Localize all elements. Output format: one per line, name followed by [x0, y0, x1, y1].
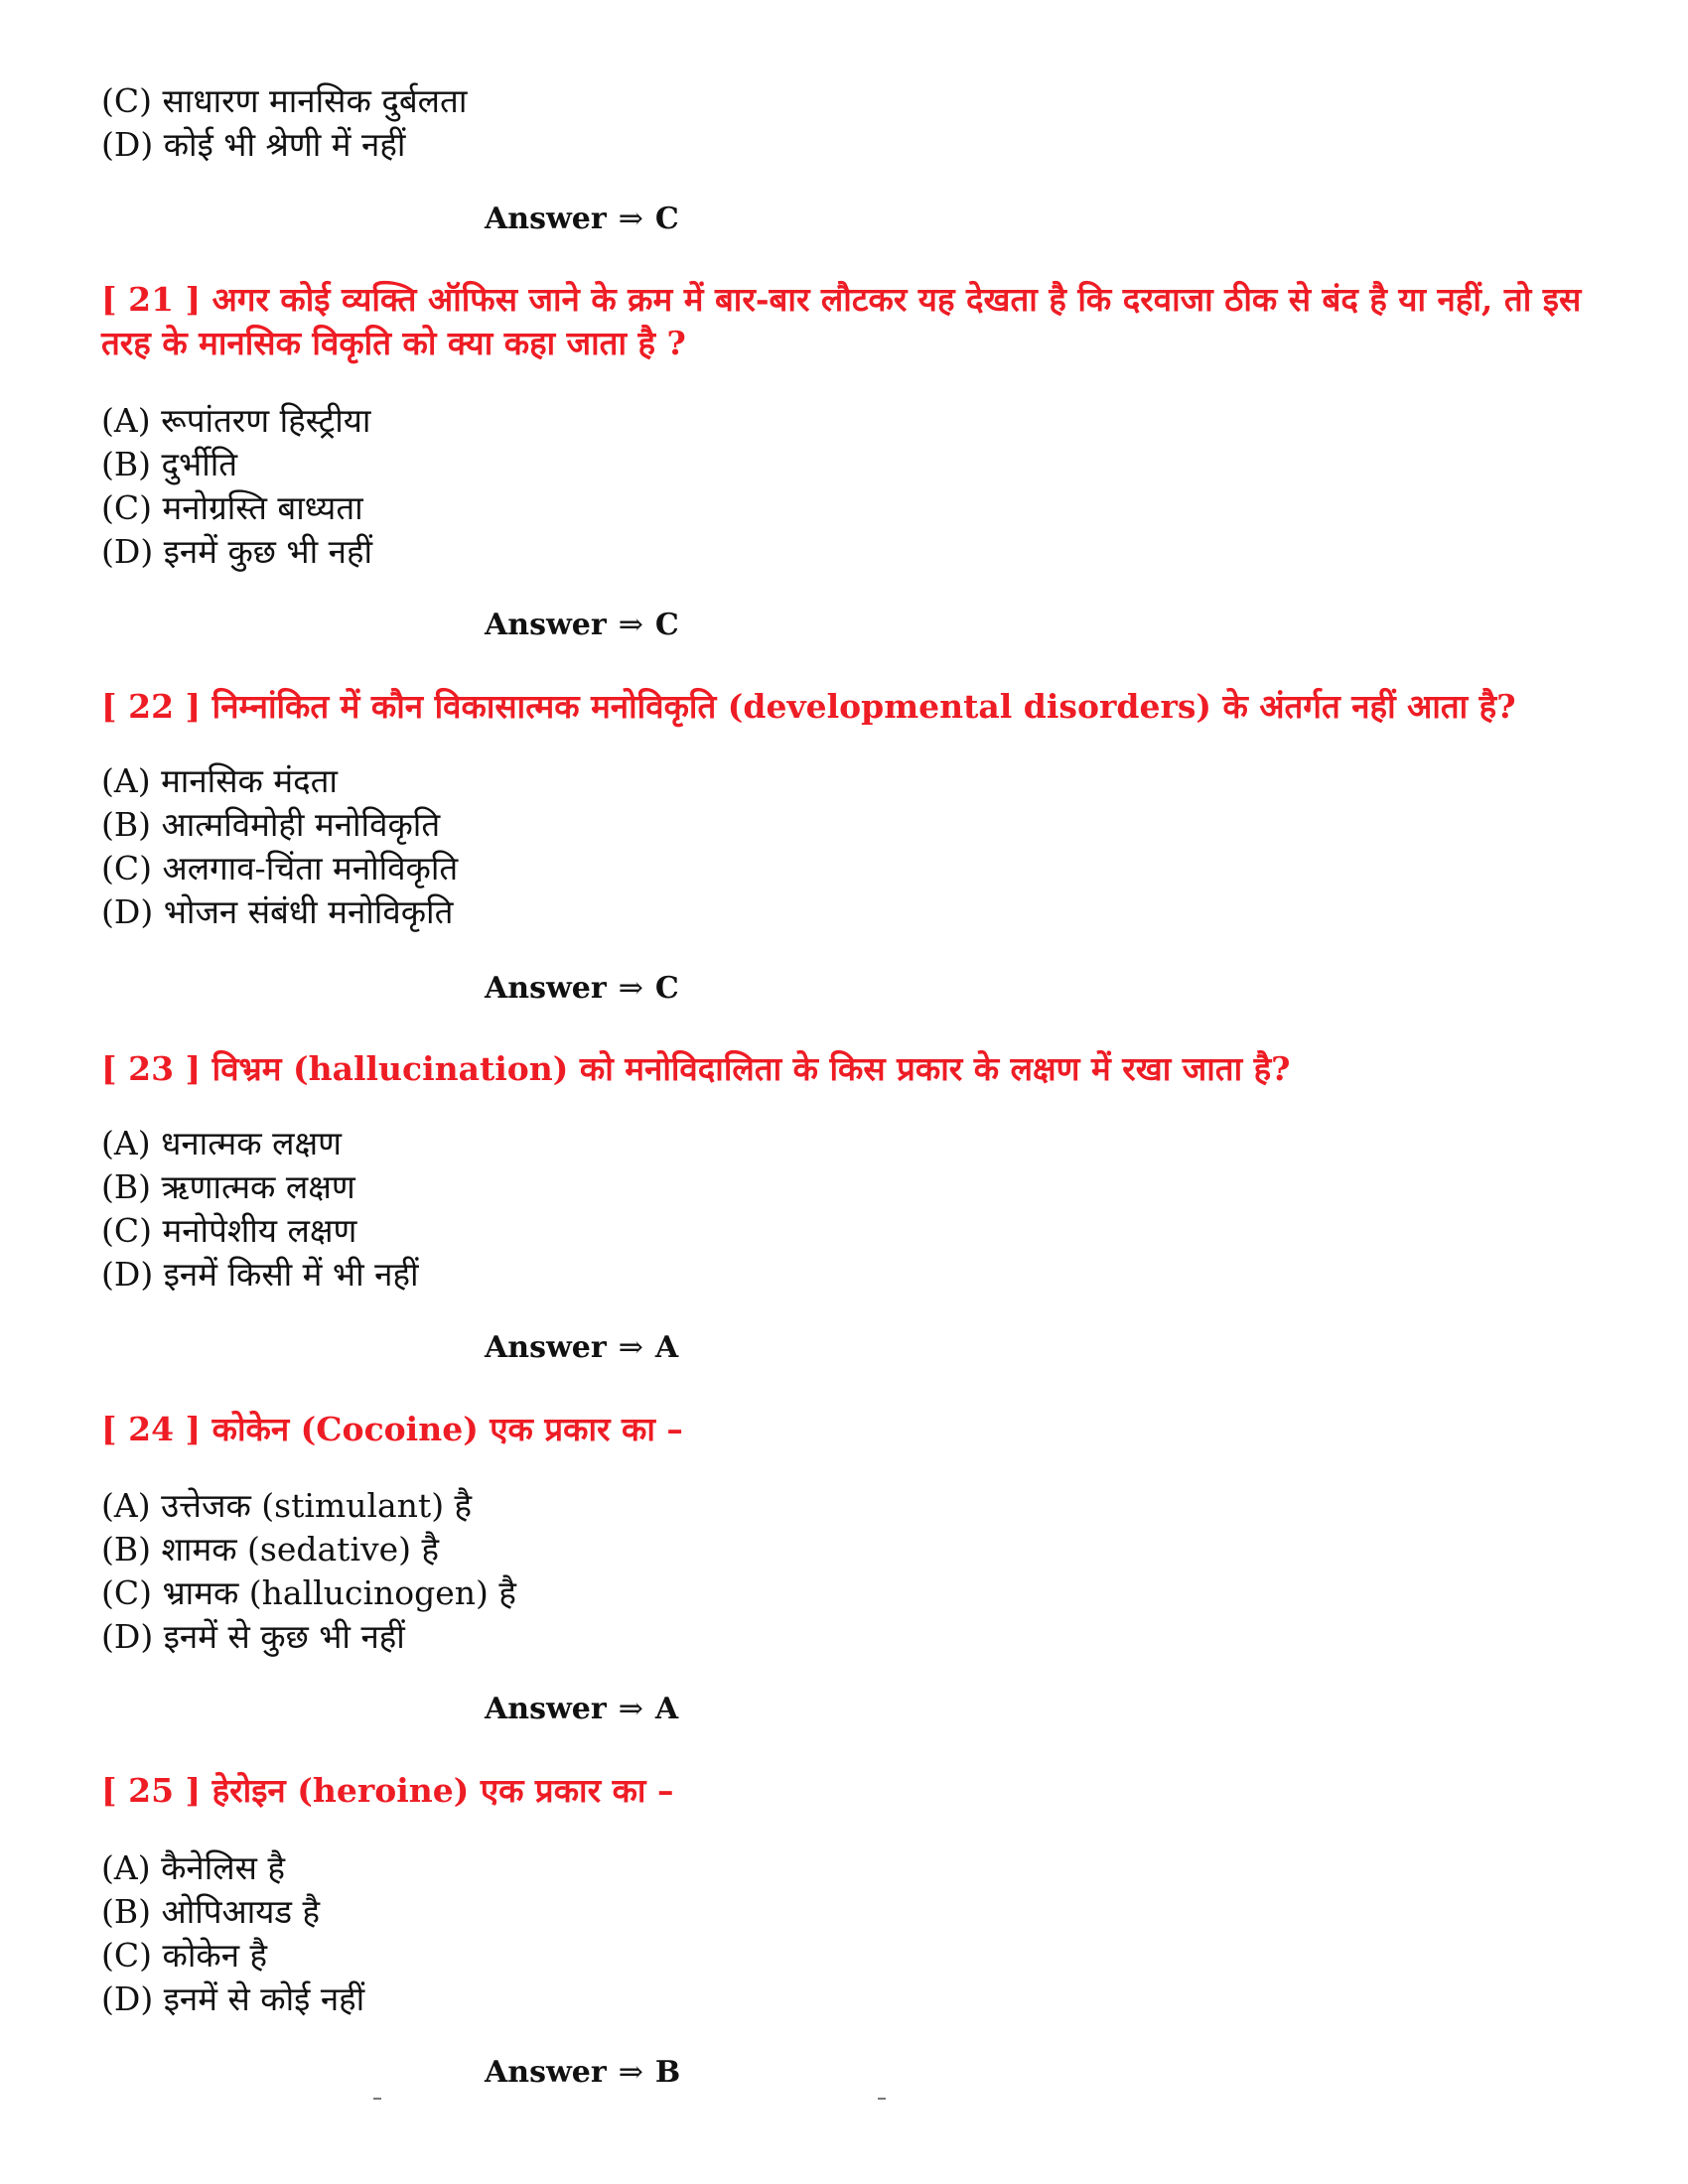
arrow-icon: ⇒ [618, 2055, 643, 2090]
arrow-icon: ⇒ [618, 1692, 643, 1726]
question-text: हेरोइन (heroine) एक प्रकार का – [211, 1771, 674, 1810]
option-c: (C) भ्रामक (hallucinogen) है [101, 1573, 516, 1612]
arrow-icon: ⇒ [618, 608, 643, 642]
option-b: (B) दुर्भीति [101, 445, 238, 483]
arrow-icon: ⇒ [618, 202, 643, 236]
question-text: अगर कोई व्यक्ति ऑफिस जाने के क्रम में बार-बार लौटकर यह देखता है कि दरवाजा ठीक से बंद है या नहीं, तो इस तरह के मानसिक विकृति को क्या कहा जाता है ? [101, 280, 1582, 362]
question-21 [101, 278, 1591, 365]
option-c: (C) मनोपेशीय लक्षण [101, 1211, 357, 1250]
option-a: (A) रूपांतरण हिस्ट्रीया [101, 401, 371, 440]
option-a: (A) मानसिक मंदता [101, 761, 338, 800]
option-c: (C) कोकेन है [101, 1936, 268, 1975]
question-text: निम्नांकित में कौन विकासात्मक मनोविकृति (developmental disorders) के अंतर्गत नहीं आता है? [211, 687, 1516, 726]
question-number: [ 24 ] [101, 1410, 202, 1448]
answer-value: C [654, 971, 679, 1006]
answer-value: B [654, 2055, 681, 2090]
option-c: (C) अलगाव-चिंता मनोविकृति [101, 849, 459, 887]
option-d: (D) इनमें से कोई नहीं [101, 1979, 365, 2018]
option-d: (D) भोजन संबंधी मनोविकृति [101, 892, 454, 931]
arrow-icon: ⇒ [618, 971, 643, 1006]
option-d: (D) इनमें कुछ भी नहीं [101, 532, 373, 571]
answer-label: Answer [485, 971, 607, 1006]
answer-line [485, 2053, 680, 2093]
answer-label: Answer [485, 2055, 607, 2090]
question-23 [101, 1047, 1591, 1091]
option-b: (B) ऋणात्मक लक्षण [101, 1167, 355, 1206]
answer-line [485, 1328, 678, 1368]
answer-label: Answer [485, 1692, 607, 1726]
answer-value: C [654, 202, 679, 236]
answer-line [485, 200, 679, 239]
option-d: (D) इनमें से कुछ भी नहीं [101, 1617, 405, 1656]
question-22 [101, 685, 1591, 729]
answer-line [485, 969, 679, 1009]
option-d: (D) कोई भी श्रेणी में नहीं [101, 125, 406, 164]
question-text: विभ्रम (hallucination) को मनोविदालिता के किस प्रकार के लक्षण में रखा जाता है? [211, 1049, 1291, 1088]
answer-label: Answer [485, 1330, 607, 1365]
question-number: [ 21 ] [101, 280, 202, 319]
answer-value: C [654, 608, 679, 642]
question-25 [101, 1769, 1591, 1813]
question-number: [ 23 ] [101, 1049, 202, 1088]
option-d: (D) इनमें किसी में भी नहीं [101, 1255, 419, 1294]
answer-value: A [654, 1692, 679, 1726]
option-a: (A) धनात्मक लक्षण [101, 1124, 342, 1162]
option-b: (B) ओपिआयड है [101, 1892, 321, 1931]
question-text: कोकेन (Cocoine) एक प्रकार का – [211, 1410, 683, 1448]
option-b: (B) शामक (sedative) है [101, 1530, 440, 1569]
page-mark [878, 2098, 886, 2100]
arrow-icon: ⇒ [618, 1330, 643, 1365]
option-c: (C) साधारण मानसिक दुर्बलता [101, 81, 468, 120]
answer-label: Answer [485, 202, 607, 236]
question-number: [ 22 ] [101, 687, 202, 726]
question-number: [ 25 ] [101, 1771, 202, 1810]
answer-line [485, 606, 679, 645]
page-mark [373, 2098, 381, 2100]
option-b: (B) आत्मविमोही मनोविकृति [101, 805, 441, 844]
option-c: (C) मनोग्रस्ति बाध्यता [101, 488, 363, 527]
answer-label: Answer [485, 608, 607, 642]
option-a: (A) उत्तेजक (stimulant) है [101, 1486, 473, 1525]
question-24 [101, 1408, 1591, 1451]
answer-line [485, 1690, 678, 1729]
option-a: (A) कैनेलिस है [101, 1848, 285, 1887]
answer-value: A [654, 1330, 679, 1365]
